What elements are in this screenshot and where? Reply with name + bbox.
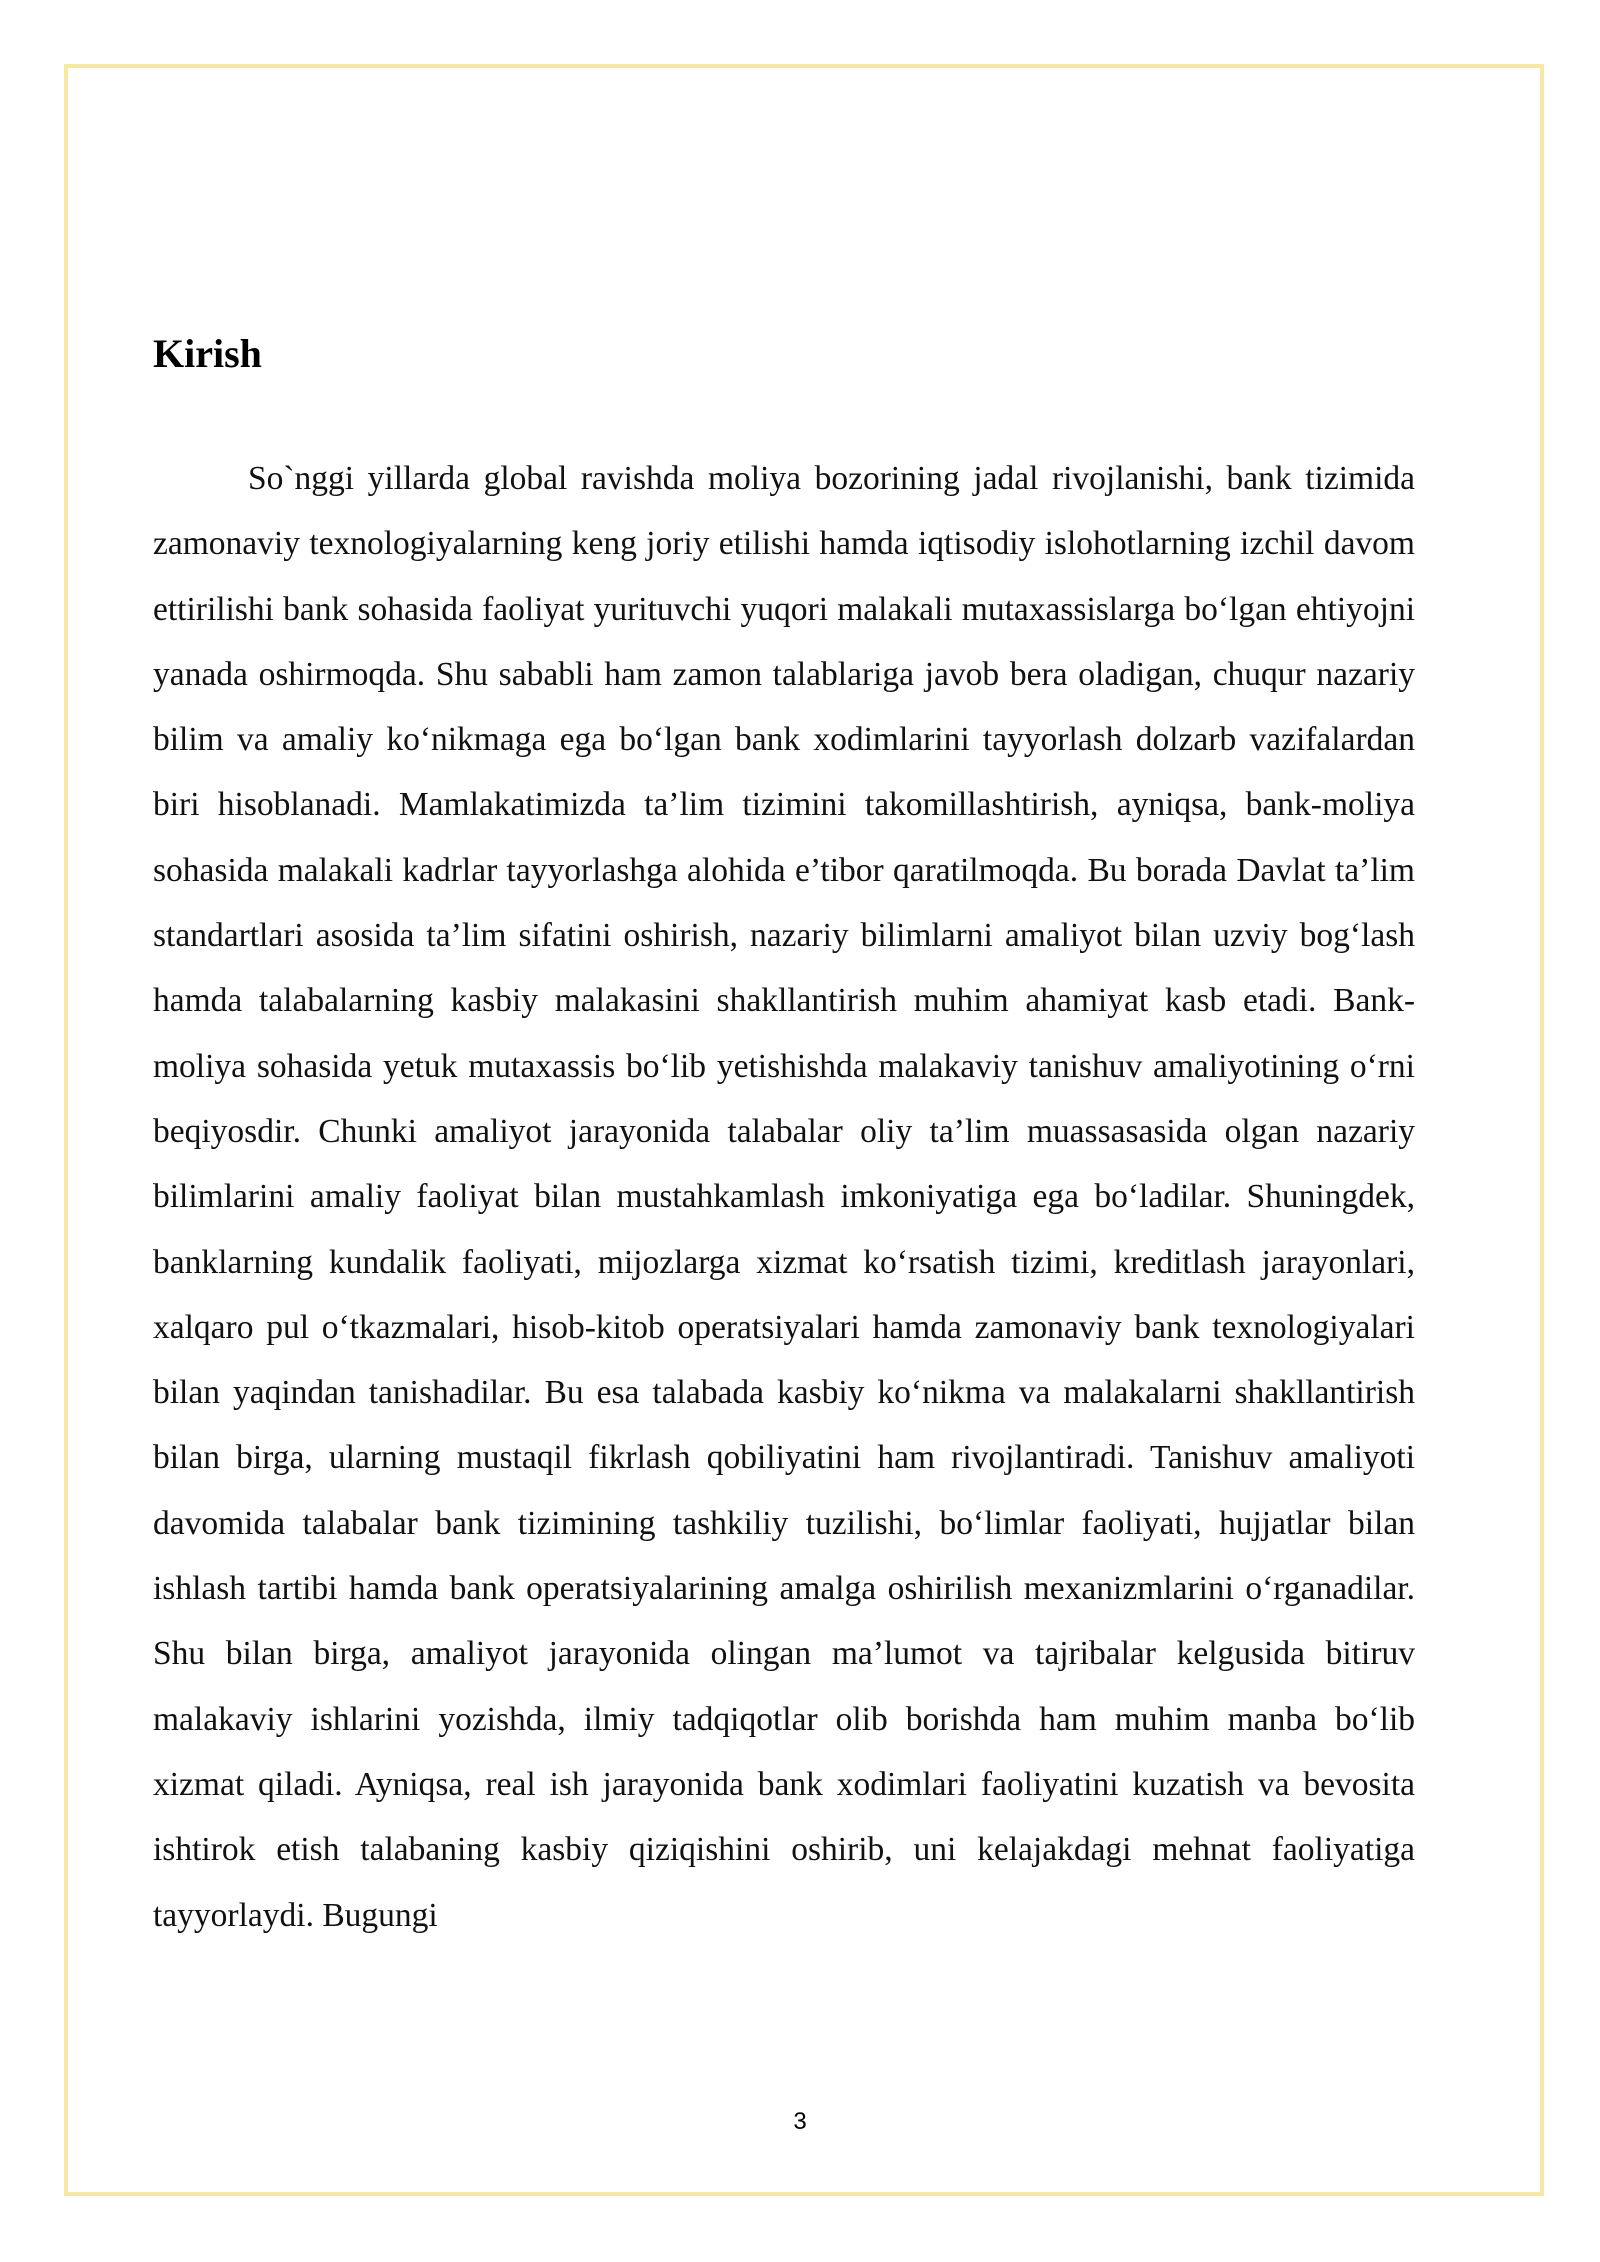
page-number: 3 <box>793 2108 807 2135</box>
body-paragraph: So`nggi yillarda global ravishda moliya bozorining jadal rivojlanishi, bank tizimida zamonaviy texnologiyalarning keng joriy etilishi hamda iqtisodiy islohotlarning izchil davom ettirilishi bank sohasida faoliyat yurituvchi yuqori malakali mutaxassislarga bo‘lgan ehtiyojni yanada oshirmoqda. Shu sababli ham zamon talablariga javob bera oladigan, chuqur nazariy bilim va amaliy ko‘nikmaga ega bo‘lgan bank xodimlarini tayyorlash dolzarb vazifalardan biri hisoblanadi. Mamlakatimizda ta’lim tizimini takomillashtirish, ayniqsa, bank-moliya sohasida malakali kadrlar tayyorlashga alohida e’tibor qaratilmoqda. Bu borada Davlat ta’lim standartlari asosida ta’lim sifatini oshirish, nazariy bilimlarni amaliyot bilan uzviy bog‘lash hamda talabalarning kasbiy malakasini shakllantirish muhim ahamiyat kasb etadi. Bank-moliya sohasida yetuk mutaxassis bo‘lib yetishishda malakaviy tanishuv amaliyotining o‘rni beqiyosdir. Chunki amaliyot jarayonida talabalar oliy ta’lim muassasasida olgan nazariy bilimlarini amaliy faoliyat bilan mustahkamlash imkoniyatiga ega bo‘ladilar. Shuningdek, banklarning kundalik faoliyati, mijozlarga xizmat ko‘rsatish tizimi, kreditlash jarayonlari, xalqaro pul o‘tkazmalari, hisob-kitob operatsiyalari hamda zamonaviy bank texnologiyalari bilan yaqindan tanishadilar. Bu esa talabada kasbiy ko‘nikma va malakalarni shakllantirish bilan birga, ularning mustaqil fikrlash qobiliyatini ham rivojlantiradi. Tanishuv amaliyoti davomida talabalar bank tizimining tashkiliy tuzilishi, bo‘limlar faoliyati, hujjatlar bilan ishlash tartibi hamda bank operatsiyalarining amalga oshirilish mexanizmlarini o‘rganadilar. Shu bilan birga, amaliyot jarayonida olingan ma’lumot va tajribalar kelgusida bitiruv malakaviy ishlarini yozishda, ilmiy tadqiqotlar olib borishda ham muhim manba bo‘lib xizmat qiladi. Ayniqsa, real ish jarayonida bank xodimlari faoliyatini kuzatish va bevosita ishtirok etish talabaning kasbiy qiziqishini oshirib, uni kelajakdagi mehnat faoliyatiga tayyorlaydi. Bugungi <box>153 460 1415 1934</box>
section-heading: Kirish <box>153 331 262 376</box>
